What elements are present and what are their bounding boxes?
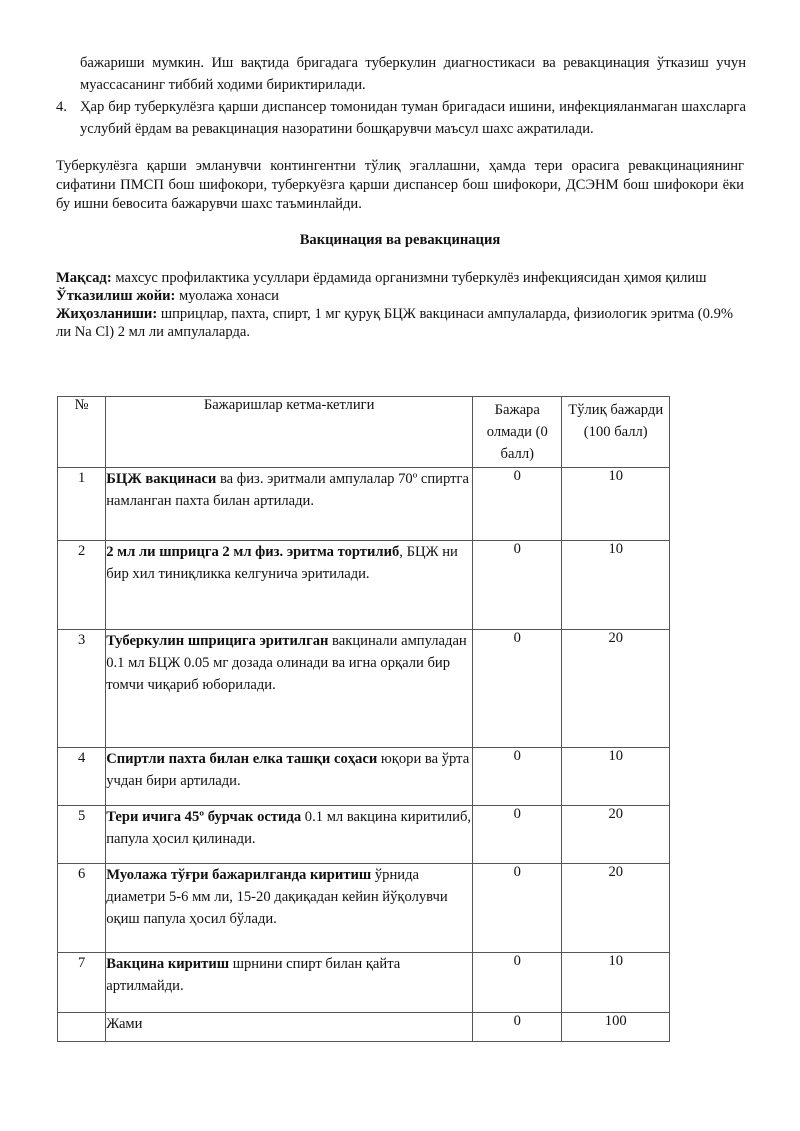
row-step-text: 0.1 мл вакцина киритилиб, папула ҳосил қилинади. (106, 809, 472, 847)
row-number: 5 (58, 806, 106, 864)
header-number: № (58, 397, 106, 468)
goal-text: махсус профилактика усуллари ёрдамида организмни туберкулёз инфекциясидан ҳимоя қилиш (111, 270, 707, 286)
list-item-4 (56, 96, 746, 140)
table-row (58, 468, 670, 541)
row-step-bold: 2 мл ли шприцга 2 мл физ. эритма тортилиб (106, 544, 400, 560)
row-number: 2 (58, 541, 106, 630)
row-done: 10 (562, 468, 670, 541)
body-paragraph: Туберкулёзга қарши эмланувчи контингентни тўлиқ эгаллашни, ҳамда тери орасига ревакцинациянинг сифатини ПМСП бош шифокори, туберкуёзга қарши диспансер бош шифокори, ДСЭНМ бош шифокори ёки бу ишни бевосита бажарувчи шахс таъминлайди. (56, 158, 744, 212)
list-item-text: бажариши мумкин. Иш вақтида бригадага туберкулин диагностикаси ва ревакцинация ўтказиш учун муассасанинг тиббий ходими бириктирилади. (80, 55, 746, 93)
total-done: 100 (562, 1013, 670, 1042)
header-steps: Бажаришлар кетма-кетлиги (106, 397, 473, 468)
row-not-done: 0 (473, 630, 562, 748)
table-row (58, 541, 670, 630)
header-not-done (473, 397, 562, 468)
table-row (58, 806, 670, 864)
row-done: 20 (562, 864, 670, 953)
table-row (58, 864, 670, 953)
list-item-text: Ҳар бир туберкулёзга қарши диспансер томонидан туман бригадаси ишини, инфекцияланмаган шахсларга услубий ёрдам ва ревакцинация назоратини бошқарувчи маъсул шахс ажратилади. (80, 99, 746, 137)
place-line (56, 287, 746, 305)
procedure-info (56, 269, 746, 341)
row-step-text: вакцинали ампуладан 0.1 мл БЦЖ 0.05 мг дозада олинади ва игна орқали бир томчи чиқариб юборилади. (106, 633, 467, 693)
table-total-row (58, 1013, 670, 1042)
row-step-text: ўрнида диаметри 5-6 мм ли, 15-20 дақиқадан кейин йўқолувчи оқиш папула ҳосил бўлади. (106, 867, 448, 927)
row-step (106, 541, 473, 630)
equipment-label: Жиҳозланиши: (56, 306, 158, 322)
table-row (58, 630, 670, 748)
row-step-bold: Спиртли пахта билан елка ташқи соҳаси (106, 751, 378, 767)
place-label: Ўтказилиш жойи: (56, 288, 176, 304)
row-step-text: , БЦЖ ни бир хил тиниқликка келгунича эритилади. (106, 544, 458, 582)
equipment-text: шприцлар, пахта, спирт, 1 мг қуруқ БЦЖ вакцинаси ампулаларда, физиологик эритма (0.9% ли Na Cl) 2 мл ли ампулаларда. (56, 306, 734, 340)
row-step-bold: Муолажа тўғри бажарилганда киритиш (106, 867, 372, 883)
row-number: 3 (58, 630, 106, 748)
row-done: 10 (562, 953, 670, 1013)
row-done: 10 (562, 748, 670, 806)
place-text: муолажа хонаси (175, 288, 279, 304)
row-step (106, 748, 473, 806)
row-done: 20 (562, 806, 670, 864)
goal-label: Мақсад: (56, 270, 112, 286)
total-label: Жами (106, 1013, 473, 1042)
row-not-done: 0 (473, 953, 562, 1013)
intro-list (56, 52, 746, 140)
row-number: 4 (58, 748, 106, 806)
row-done: 10 (562, 541, 670, 630)
table-header-row (58, 397, 670, 468)
row-step-text: шрнини спирт билан қайта артилмайди. (106, 956, 401, 994)
row-done: 20 (562, 630, 670, 748)
row-number: 6 (58, 864, 106, 953)
row-step (106, 953, 473, 1013)
evaluation-table (57, 396, 670, 1042)
row-not-done: 0 (473, 748, 562, 806)
header-done (562, 397, 670, 468)
header-not-done-text: Бажара олмади (0 балл) (486, 402, 548, 462)
row-step-bold: БЦЖ вакцинаси (106, 471, 217, 487)
table-row (58, 748, 670, 806)
row-step-bold: Вакцина киритиш (106, 956, 230, 972)
total-not-done: 0 (473, 1013, 562, 1042)
row-step-text: ва физ. эритмали ампулалар 70º спиртга намланган пахта билан артилади. (106, 471, 469, 509)
row-not-done: 0 (473, 864, 562, 953)
row-step (106, 864, 473, 953)
row-step (106, 468, 473, 541)
row-not-done: 0 (473, 806, 562, 864)
list-item-number: 4. (56, 99, 67, 115)
table-row (58, 953, 670, 1013)
goal-line (56, 269, 746, 287)
section-heading: Вакцинация ва ревакцинация (299, 232, 501, 248)
equipment-line (56, 305, 746, 341)
row-number: 1 (58, 468, 106, 541)
row-not-done: 0 (473, 468, 562, 541)
row-step (106, 806, 473, 864)
row-number: 7 (58, 953, 106, 1013)
total-number-cell (58, 1013, 106, 1042)
row-not-done: 0 (473, 541, 562, 630)
list-item-continuation (56, 52, 746, 96)
row-step-text: юқори ва ўрта учдан бири артилади. (106, 751, 470, 789)
header-done-text: Тўлиқ бажарди (100 балл) (568, 402, 664, 440)
row-step (106, 630, 473, 748)
row-step-bold: Туберкулин шприцига эритилган (106, 633, 329, 649)
row-step-bold: Тери ичига 45º бурчак остида (106, 809, 302, 825)
